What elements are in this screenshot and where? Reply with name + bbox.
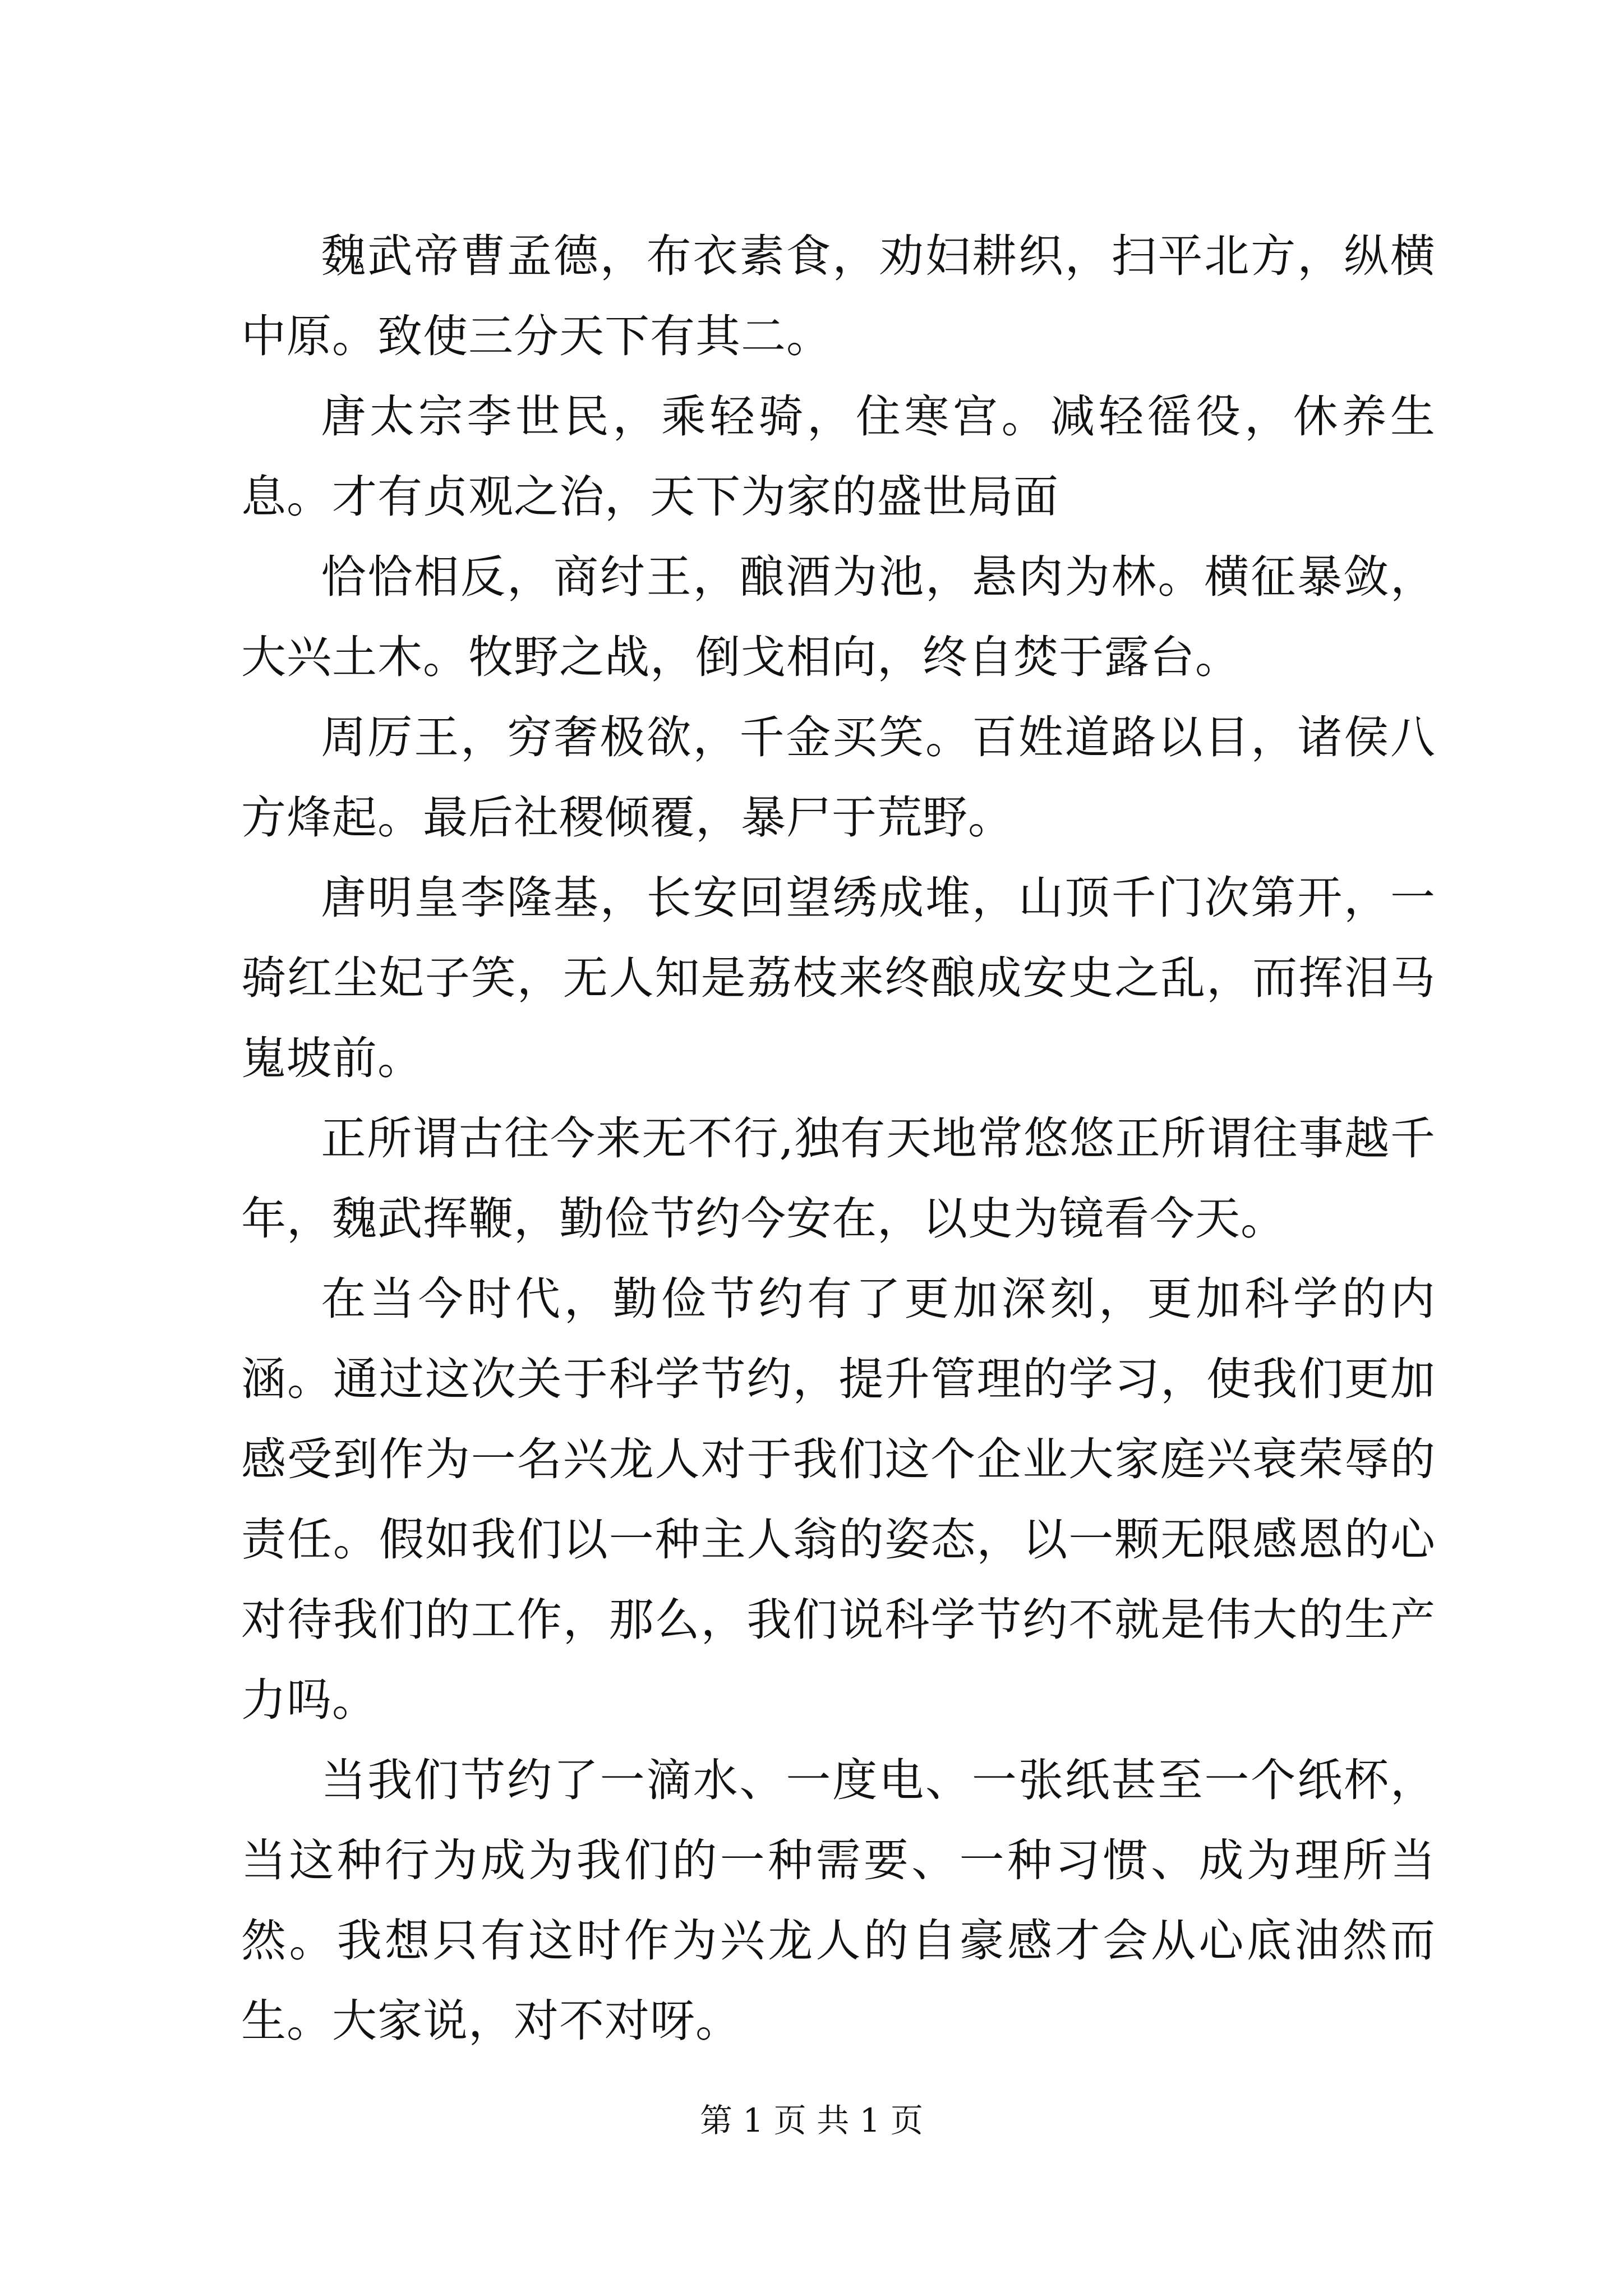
page-number-label: 第 1 页 共 1 页 — [700, 2101, 923, 2139]
paragraph-1: 魏武帝曹孟德，布衣素食，劝妇耕织，扫平北方，纵横中原。致使三分天下有其二。 — [241, 230, 1436, 362]
page-footer — [0, 2098, 1623, 2143]
paragraph-4: 周厉王，穷奢极欲，千金买笑。百姓道路以目，诸侯八方烽起。最后社稷倾覆，暴尸于荒野。 — [241, 711, 1436, 844]
paragraph-5: 唐明皇李隆基，长安回望绣成堆，山顶千门次第开，一骑红尘妃子笑，无人知是荔枝来终酿成安史之乱，而挥泪马嵬坡前。 — [241, 872, 1436, 1084]
paragraph-7: 在当今时代，勤俭节约有了更加深刻，更加科学的内涵。通过这次关于科学节约，提升管理的学习，使我们更加感受到作为一名兴龙人对于我们这个企业大家庭兴衰荣辱的责任。假如我们以一种主人翁的姿态，以一颗无限感恩的心对待我们的工作，那么，我们说科学节约不就是伟大的生产力吗。 — [241, 1273, 1436, 1726]
paragraph-3: 恰恰相反，商纣王，酿酒为池，悬肉为林。横征暴敛，大兴土木。牧野之战，倒戈相向，终自焚于露台。 — [241, 551, 1436, 683]
document-body — [241, 216, 1436, 2061]
paragraph-2: 唐太宗李世民，乘轻骑，住寒宫。减轻徭役，休养生息。才有贞观之治，天下为家的盛世局面 — [241, 390, 1436, 523]
paragraph-8: 当我们节约了一滴水、一度电、一张纸甚至一个纸杯，当这种行为成为我们的一种需要、一种习惯、成为理所当然。我想只有这时作为兴龙人的自豪感才会从心底油然而生。大家说，对不对呀。 — [241, 1754, 1436, 2047]
paragraph-6: 正所谓古往今来无不行,独有天地常悠悠正所谓往事越千年，魏武挥鞭，勤俭节约今安在，以史为镜看今天。 — [241, 1112, 1436, 1245]
